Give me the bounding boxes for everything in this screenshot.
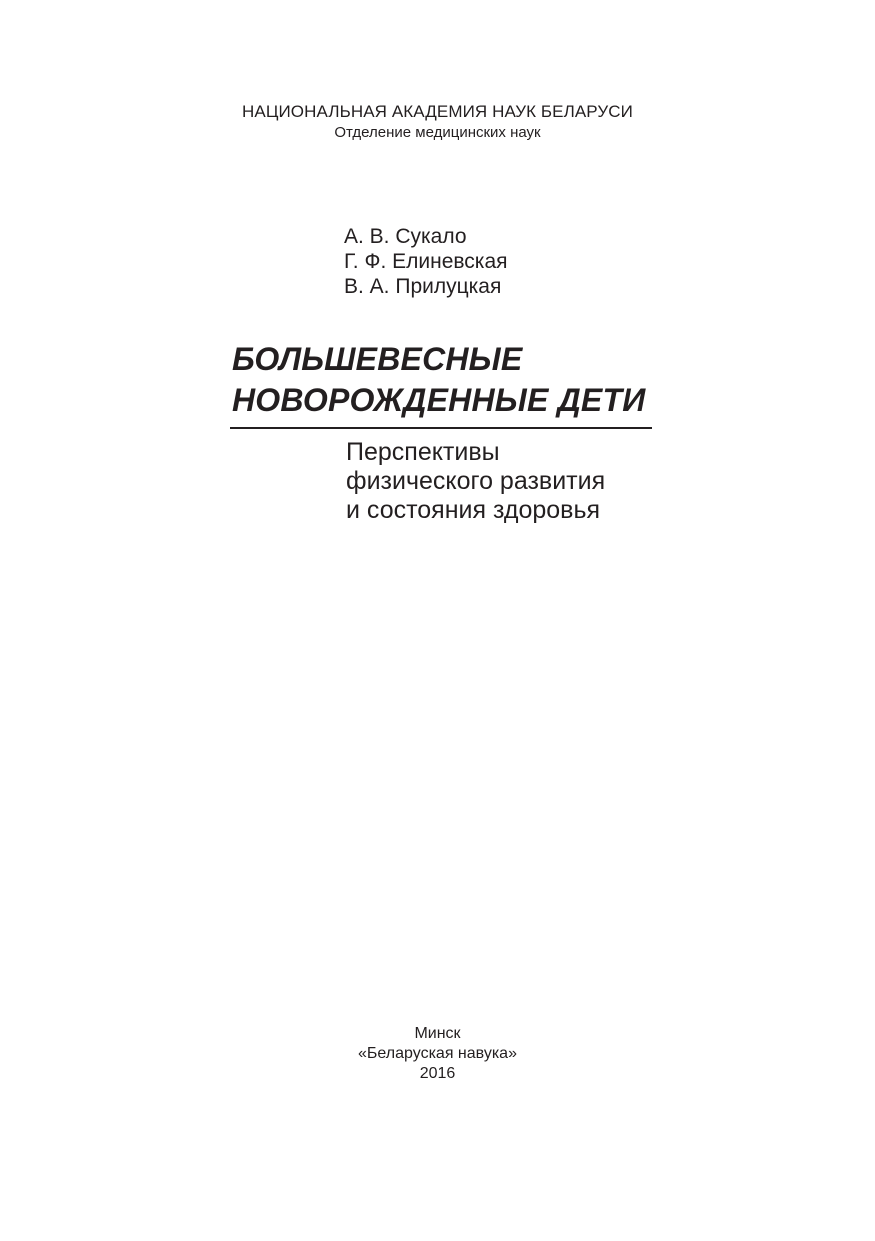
book-subtitle-line: и состояния здоровья	[346, 496, 601, 524]
organization-header	[0, 101, 875, 143]
book-subtitle-line: Перспективы	[346, 438, 500, 466]
book-title	[232, 339, 645, 421]
department-name: Отделение медицинских наук	[334, 124, 541, 141]
author-name: А. В. Сукало	[344, 225, 467, 248]
author-name: Г. Ф. Елиневская	[344, 250, 508, 273]
book-title-line: НОВОРОЖДЕННЫЕ ДЕТИ	[232, 382, 646, 418]
organization-name: НАЦИОНАЛЬНАЯ АКАДЕМИЯ НАУК БЕЛАРУСИ	[242, 102, 633, 121]
imprint-city: Минск	[414, 1025, 461, 1042]
author-name: В. А. Прилуцкая	[344, 275, 502, 298]
imprint-publisher: «Беларуская навука»	[358, 1045, 517, 1062]
book-subtitle	[346, 438, 605, 525]
imprint-year: 2016	[419, 1065, 456, 1082]
title-divider	[230, 427, 652, 429]
book-subtitle-line: физического развития	[346, 467, 606, 495]
book-title-line: БОЛЬШЕВЕСНЫЕ	[232, 341, 523, 377]
author-list	[344, 224, 508, 299]
publication-imprint	[0, 1024, 875, 1084]
